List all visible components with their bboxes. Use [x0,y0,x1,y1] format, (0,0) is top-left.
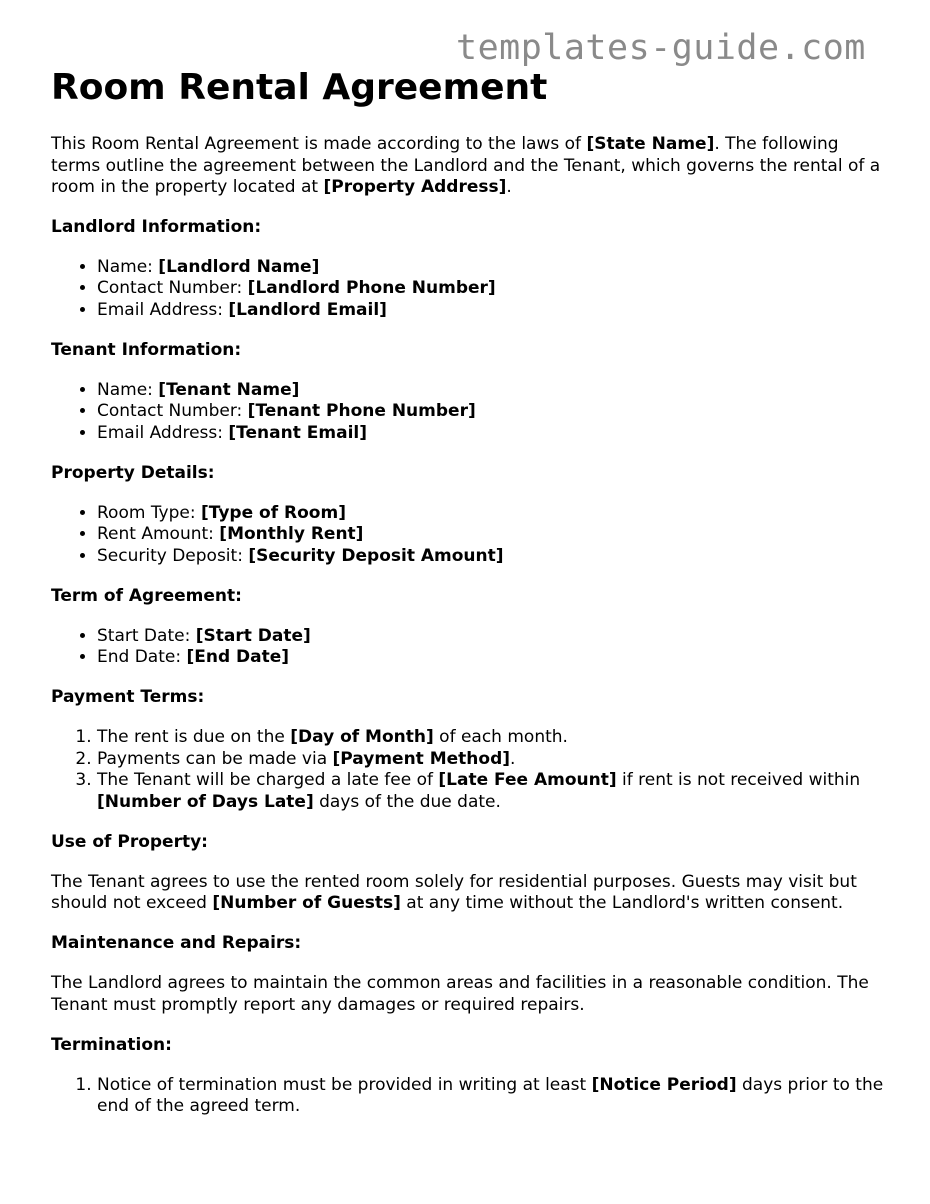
use-paragraph: The Tenant agrees to use the rented room solely for residential purposes. Guests may visit but should not exceed [Number of Guests] at any time without the Landlord's written consent. [51,871,857,913]
termination-list [51,1075,891,1118]
termination-heading: Termination: [51,1034,172,1055]
use-heading: Use of Property: [51,831,208,852]
list-item: • Room Type: [Type of Room] [97,503,891,525]
document-title: Room Rental Agreement [51,67,548,108]
list-item: 3. The Tenant will be charged a late fee of [Late Fee Amount] if rent is not received within [Number of Days Late] days of the due date. [97,770,891,813]
payment-list [51,727,891,813]
tenant-list [51,380,891,445]
list-item: • Contact Number: [Landlord Phone Number] [97,278,891,300]
list-item: • Email Address: [Landlord Email] [97,300,891,322]
list-item: • End Date: [End Date] [97,647,891,669]
state-name-field: [State Name] [586,134,715,154]
list-item: 2. Payments can be made via [Payment Method]. [97,749,891,771]
property-address-field: [Property Address] [323,177,507,197]
list-item: • Email Address: [Tenant Email] [97,423,891,445]
list-item: • Start Date: [Start Date] [97,626,891,648]
payment-heading: Payment Terms: [51,687,205,707]
property-list [51,503,891,568]
document-body [51,134,891,1136]
list-item: • Rent Amount: [Monthly Rent] [97,524,891,546]
tenant-heading: Tenant Information: [51,339,242,360]
watermark: templates-guide.com [456,28,866,68]
list-item: • Security Deposit: [Security Deposit Amount] [97,546,891,568]
list-item: 1. The rent is due on the [Day of Month] of each month. [97,727,891,749]
term-heading: Term of Agreement: [51,585,242,606]
maintenance-paragraph: The Landlord agrees to maintain the common areas and facilities in a reasonable condition. The Tenant must promptly report any damages or required repairs. [51,973,869,1015]
property-heading: Property Details: [51,462,215,483]
maintenance-heading: Maintenance and Repairs: [51,933,302,953]
landlord-heading: Landlord Information: [51,216,262,237]
intro-paragraph: This Room Rental Agreement is made according to the laws of [State Name]. The following terms outline the agreement between the Landlord and the Tenant, which governs the rental of a room in the property located at [Property Address]. [51,134,881,197]
list-item: • Name: [Landlord Name] [97,257,891,279]
list-item: • Contact Number: [Tenant Phone Number] [97,401,891,423]
landlord-list [51,257,891,322]
list-item: • Name: [Tenant Name] [97,380,891,402]
list-item: 1. Notice of termination must be provided in writing at least [Notice Period] days prior to the end of the agreed term. [97,1075,891,1118]
term-list [51,626,891,669]
